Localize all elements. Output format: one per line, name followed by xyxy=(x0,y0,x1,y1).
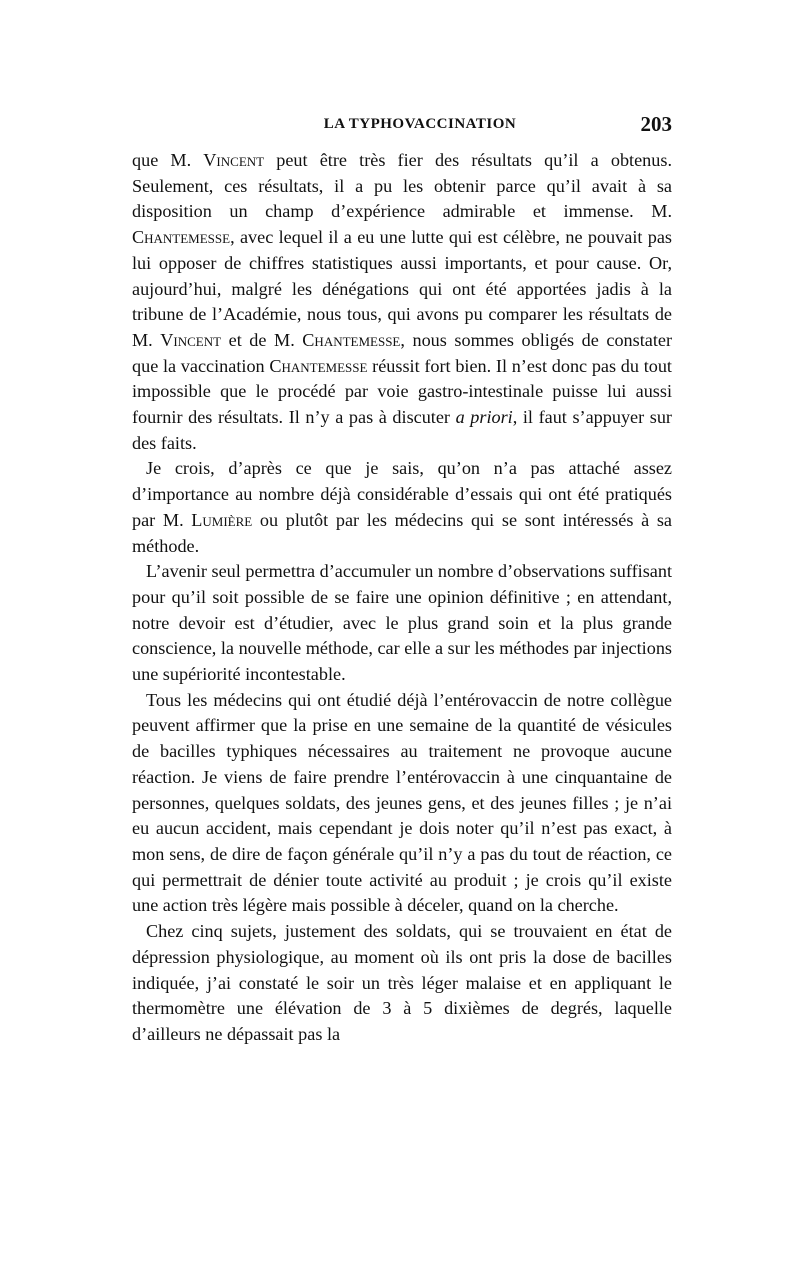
text-run: Chez cinq sujets, justement des soldats, qui se trouvaient en état de dépression physiologique, au moment où ils ont pris la dose de bacilles indiquée, j’ai constaté le soir un très léger malaise et en appliquant le thermomètre une élévation de 3 à 5 dixièmes de degrés, laquelle d’ailleurs ne dépassait pas la xyxy=(132,921,672,1044)
text-run: , nous sommes obligés de constater que la vaccination xyxy=(132,329,673,376)
text-run: que M. xyxy=(132,150,204,170)
text-run: , il faut s’appuyer sur des faits. xyxy=(132,407,672,453)
person-name: Chantemesse xyxy=(269,355,368,376)
text-run: L’avenir seul permettra d’accumuler un nombre d’observations suffisant pour qu’il soit possible de se faire une opinion définitive ; en attendant, notre devoir est d’étudier, avec le plus grand soin et la plus grande conscience, la nouvelle méthode, car elle a sur les méthodes par injections une supériorité incontestable. xyxy=(132,561,672,685)
body-text xyxy=(132,148,672,1048)
text-run: peut être très fier des résultats qu’il a obtenus. Seulement, ces résultats, il a pu les obtenir parce qu’il avait à sa disposition un champ d’expérience admirable et immense. M. xyxy=(132,150,672,222)
running-title: LA TYPHOVACCINATION xyxy=(323,116,517,132)
text-run: Je crois, d’après ce que je sais, qu’on n’a pas attaché assez d’importance au nombre déjà considérable d’essais qui ont été pratiqués par M. xyxy=(132,458,672,530)
person-name: Vincent xyxy=(160,329,222,350)
text-run: et de M. xyxy=(221,329,303,350)
paragraph xyxy=(132,148,672,456)
text-run: ou plutôt par les médecins qui se sont intéressés à sa méthode. xyxy=(132,509,672,556)
person-name: Chantemesse xyxy=(302,329,401,350)
text-run: réussit fort bien. Il n’est donc pas du tout impossible que le procédé par voie gastro-intestinale puisse lui aussi fournir des résultats. Il n’y a pas à discuter xyxy=(132,355,672,428)
paragraph xyxy=(132,688,672,919)
running-head xyxy=(132,112,672,142)
text-run: , avec lequel il a eu une lutte qui est célèbre, ne pouvait pas lui opposer de chiffres statistiques aussi importants, et pour cause. Or, aujourd’hui, malgré les dénégations qui ont été apportées jadis à la tribune de l’Académie, nous tous, qui avons pu comparer les résultats de M. xyxy=(132,227,672,350)
person-name: Vincent xyxy=(203,150,265,170)
paragraph xyxy=(132,919,672,1048)
person-name: Chantemesse xyxy=(132,227,231,248)
text-run: Tous les médecins qui ont étudié déjà l’entérovaccin de notre collègue peuvent affirmer que la prise en une semaine de la quantité de vésicules de bacilles typhiques nécessaires au traitement ne provoque aucune réaction. Je viens de faire prendre l’entérovaccin à une cinquantaine de personnes, quelques soldats, des jeunes gens, et des jeunes filles ; je n’ai eu aucun accident, mais cependant je dois noter qu’il n’est pas exact, à mon sens, de dire de façon générale qu’il n’y a pas du tout de réaction, ce qui permettrait de dénier toute activité au produit ; je crois qu’il existe une action très légère mais possible à déceler, quand on la cherche. xyxy=(132,689,672,916)
paragraph xyxy=(132,456,672,559)
paragraph xyxy=(132,559,672,688)
page-number: 203 xyxy=(640,112,672,136)
italic-phrase: a priori xyxy=(455,407,513,428)
person-name: Lumière xyxy=(191,509,253,530)
